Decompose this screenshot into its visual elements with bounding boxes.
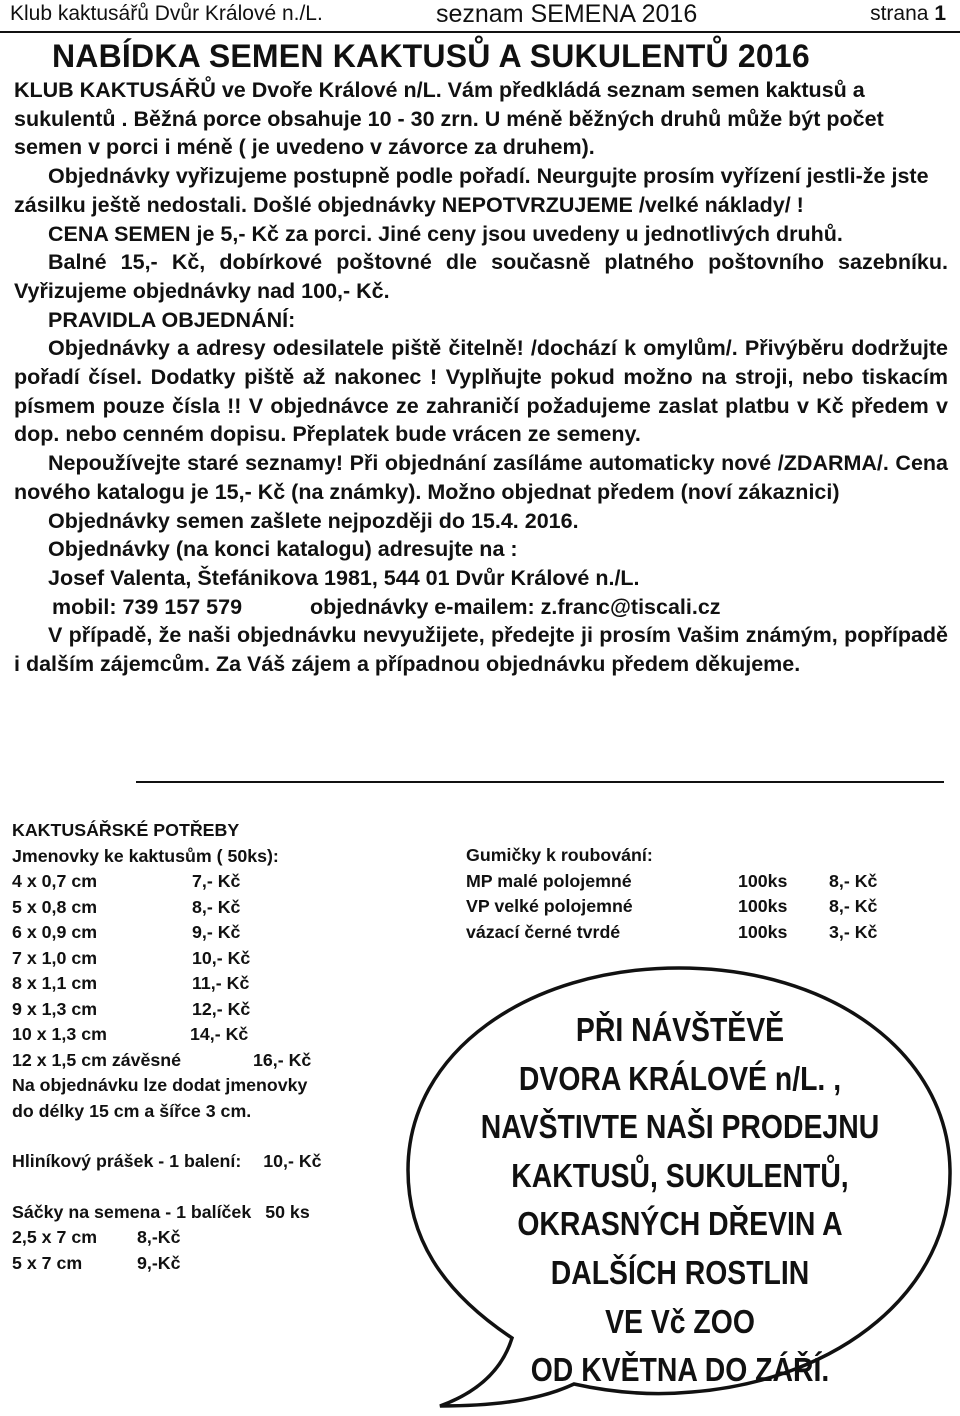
bags-list (12, 1225, 452, 1276)
bubble-line: DALŠÍCH ROSTLIN (550, 1253, 810, 1291)
rules-heading: PRAVIDLA OBJEDNÁNÍ: (48, 307, 296, 332)
label-size: 7 x 1,0 cm (12, 947, 98, 968)
label-price: 14,- Kč (190, 1024, 249, 1044)
email-link[interactable]: z.franc@tiscali.cz (540, 594, 721, 619)
powder-price: 10,- Kč (263, 1151, 322, 1171)
label-size: 8 x 1,1 cm (12, 973, 98, 993)
label-price: 12,- Kč (192, 998, 251, 1019)
bags-count: 50 ks (265, 1201, 310, 1222)
labels-list (12, 869, 452, 1073)
label-price-row (12, 997, 452, 1023)
address-line: Josef Valenta, Štefánikova 1981, 544 01 Dvůr Králové n./L. (48, 565, 640, 590)
labels-note: do délky 15 cm a šířce 3 cm. (12, 1100, 252, 1121)
powder-row (12, 1149, 452, 1175)
grafting-price: 8,- Kč (829, 896, 878, 916)
processing-paragraph: Objednávky vyřizujeme postupně podle pořadí. Neurgujte prosím vyřízení jestli-že jste zásilku ještě nedostali. Došlé objednávky NEPOTVRZUJEME /velké náklady/ ! (14, 164, 929, 217)
grafting-list (466, 869, 926, 946)
label-size: 6 x 0,9 cm (12, 922, 98, 942)
list-title: seznam SEMENA 2016 (436, 0, 698, 28)
label-price: 7,- Kč (192, 871, 241, 891)
thanks-paragraph: V případě, že naši objednávku nevyužijete, předejte ji prosím Vašim známým, popřípadě i dalším zájemcům. Za Váš zájem a případnou objednávku předem děkujeme. (14, 623, 948, 677)
bag-size: 2,5 x 7 cm (12, 1227, 98, 1247)
grafting-qty: 100ks (738, 870, 788, 891)
grafting-row (466, 869, 926, 895)
label-price-row (12, 895, 452, 921)
contact-line (14, 593, 948, 622)
address-heading: Objednávky (na konci katalogu) adresujte na : (48, 537, 518, 562)
grafting-section (466, 843, 926, 945)
catalog-paragraph: Nepoužívejte staré seznamy! Při objednání zasíláme automaticky nové /ZDARMA/. Cena nového katalogu je 15,- Kč (na známky). Možno objednat předem (noví zákaznici) (14, 451, 948, 504)
powder-label: Hliníkový prášek - 1 balení: (12, 1151, 242, 1171)
label-price-row (12, 869, 452, 895)
label-size: 12 x 1,5 cm závěsné (12, 1049, 182, 1070)
labels-heading: Jmenovky ke kaktusům ( 50ks): (12, 845, 279, 866)
label-price-row (12, 946, 452, 972)
label-price-row (12, 1022, 452, 1048)
label-price-row (12, 1048, 452, 1074)
label-price-row (12, 920, 452, 946)
club-name: Klub kaktusářů Dvůr Králové n./L. (10, 2, 323, 25)
rules-paragraph: Objednávky a adresy odesilatele piště čitelně! /dochází k omylům/. Přivýběru dodržujte pořadí čísel. Dodatky piště až nakonec ! Vyplňujte pokud možno na stroji, nebo tiskacím písmem pouze čísla !! V objednávce ze zahraničí požadujeme zaslat platbu v Kč předem v dop. nebo cenném dopisu. Přeplatek bude vrácen ze semeny. (14, 336, 948, 447)
bubble-line: OKRASNÝCH DŘEVIN A (517, 1205, 843, 1243)
grafting-name: MP malé polojemné (466, 870, 632, 891)
grafting-qty: 100ks (738, 896, 788, 916)
header-divider (0, 31, 960, 33)
grafting-name: VP velké polojemné (466, 896, 633, 916)
price-paragraph: CENA SEMEN je 5,- Kč za porci. Jiné ceny jsou uvedeny u jednotlivých druhů. (48, 221, 843, 246)
grafting-name: vázací černé tvrdé (466, 921, 621, 942)
deadline-paragraph: Objednávky semen zašlete nejpozději do 15.4. 2016. (48, 508, 579, 533)
bags-row (12, 1200, 452, 1226)
grafting-price: 8,- Kč (829, 870, 878, 891)
bubble-text (451, 1006, 909, 1395)
label-price: 10,- Kč (192, 947, 251, 968)
postage-paragraph: Balné 15,- Kč, dobírkové poštovné dle současně platného poštovního sazebníku. Vyřizujeme objednávky nad 100,- Kč. (14, 250, 948, 303)
email-label: objednávky e-mailem: (310, 594, 535, 619)
intro-paragraph: KLUB KAKTUSÁŘŮ ve Dvoře Králové n/L. Vám předkládá seznam semen kaktusů a sukulentů . Běžná porce obsahuje 10 - 30 zrn. U méně běžných druhů může být počet semen v porci i méně ( je uvedeno v závorce za druhem). (14, 78, 884, 160)
bubble-line: KAKTUSŮ, SUKULENTŮ, (511, 1156, 849, 1194)
label-size: 5 x 0,8 cm (12, 896, 98, 917)
label-price: 8,- Kč (192, 896, 241, 917)
label-price: 16,- Kč (253, 1049, 312, 1070)
bag-price-row (12, 1251, 452, 1277)
grafting-row (466, 894, 926, 920)
page-indicator (870, 2, 946, 26)
mobile-number[interactable]: 739 157 579 (122, 594, 243, 619)
label-price-row (12, 971, 452, 997)
page-label: strana (870, 2, 929, 25)
label-size: 4 x 0,7 cm (12, 871, 98, 891)
bubble-line: NAVŠTIVTE NAŠI PRODEJNU (480, 1108, 880, 1146)
grafting-row (466, 920, 926, 946)
section-divider (136, 781, 944, 783)
bubble-line: VE Vč ZOO (605, 1302, 755, 1340)
label-size: 9 x 1,3 cm (12, 998, 98, 1019)
label-price: 11,- Kč (192, 973, 250, 993)
bag-size: 5 x 7 cm (12, 1252, 83, 1273)
grafting-qty: 100ks (738, 921, 788, 942)
bubble-line: PŘI NÁVŠTĚVĚ (575, 1011, 785, 1048)
page-title: NABÍDKA SEMEN KAKTUSŮ A SUKULENTŮ 2016 (52, 38, 810, 74)
intro-section (14, 76, 948, 679)
supplies-section (12, 818, 452, 1276)
page-number: 1 (934, 2, 946, 25)
grafting-price: 3,- Kč (829, 921, 878, 942)
bubble-line: DVORA KRÁLOVÉ n/L. , (518, 1059, 842, 1097)
grafting-heading: Gumičky k roubování: (466, 845, 653, 865)
supplies-heading: KAKTUSÁŘSKÉ POTŘEBY (12, 820, 240, 840)
bag-price: 9,-Kč (137, 1252, 181, 1273)
label-size: 10 x 1,3 cm (12, 1024, 107, 1044)
bag-price: 8,-Kč (137, 1227, 181, 1247)
bubble-line: OD KVĚTNA DO ZÁŘÍ. (530, 1351, 830, 1389)
mobile-label: mobil: (52, 594, 117, 619)
bag-price-row (12, 1225, 452, 1251)
label-price: 9,- Kč (192, 922, 241, 942)
labels-note: Na objednávku lze dodat jmenovky (12, 1075, 308, 1095)
bags-label: Sáčky na semena - 1 balíček (12, 1201, 252, 1222)
